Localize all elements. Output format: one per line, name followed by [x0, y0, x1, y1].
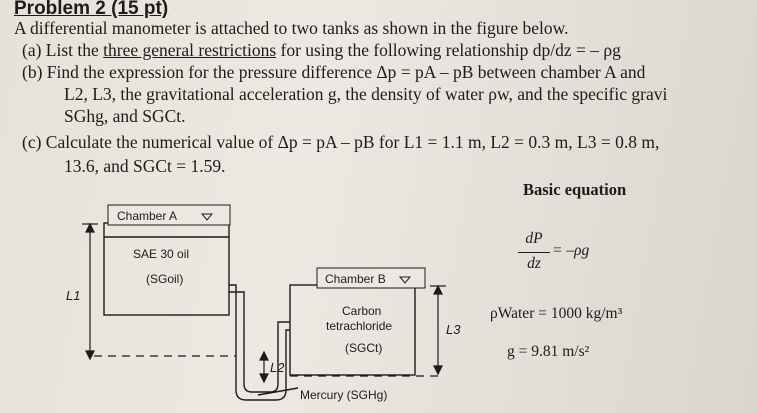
part-c-line2: 13.6, and SGCt = 1.59. [64, 156, 226, 176]
part-a-suffix: for using the following relationship dp/dz = – ρg [276, 40, 621, 60]
eq-numerator: dP [525, 230, 543, 247]
part-a-underlined: three general restrictions [103, 40, 277, 60]
u-tube-outer [229, 285, 290, 400]
part-b-line3: SGhg, and SGCt. [64, 106, 186, 126]
eq-rhs: = –ρg [552, 242, 590, 259]
l2-label: L2 [270, 360, 285, 375]
sae-oil-label: SAE 30 oil [133, 247, 190, 261]
l1-label: L1 [66, 288, 81, 303]
eq-denominator: dz [527, 255, 541, 272]
part-a-prefix: (a) List the [22, 40, 104, 60]
u-tube-inner [229, 292, 290, 392]
ct-label-3: (SGCt) [345, 341, 383, 355]
part-b-line1: (b) Find the expression for the pressure difference Δp = pA – pB between chamber A and [22, 62, 646, 82]
water-density: ρWater = 1000 kg/m³ [490, 305, 623, 322]
basic-equation-heading: Basic equation [523, 180, 627, 199]
problem-title: Problem 2 (15 pt) [14, 0, 169, 19]
part-b-line2: L2, L3, the gravitational acceleration g, the density of water ρw, and the specific gravi [64, 84, 668, 104]
mercury-label: Mercury (SGHg) [300, 388, 388, 402]
ct-label-2: tetrachloride [326, 319, 393, 333]
gravity-value: g = 9.81 m/s² [507, 343, 590, 360]
problem-intro: A differential manometer is attached to two tanks as shown in the figure below. [14, 18, 569, 38]
l3-label: L3 [446, 322, 461, 337]
chamber-a-label: Chamber A [117, 209, 178, 223]
sae-oil-sg: (SGoil) [146, 272, 184, 286]
part-c-line1: (c) Calculate the numerical value of Δp = pA – pB for L1 = 1.1 m, L2 = 0.3 m, L3 = 0.8 m, [22, 132, 660, 152]
chamber-b-label: Chamber B [325, 272, 386, 286]
ct-label-1: Carbon [342, 304, 382, 318]
